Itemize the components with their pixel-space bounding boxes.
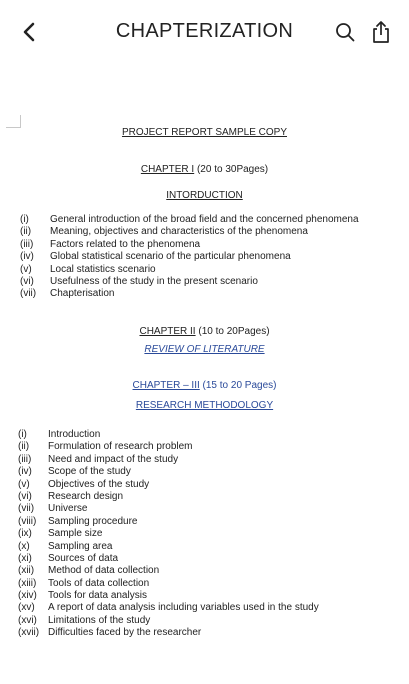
chapter2-pages: (10 to 20Pages): [195, 326, 270, 337]
chapter3-line: [0, 380, 409, 391]
page-title: CHAPTERIZATION: [115, 20, 294, 42]
chapter2-heading: REVIEW OF LITERATURE: [144, 344, 265, 355]
document-page[interactable]: PROJECT REPORT SAMPLE COPY CHAPTER I (20 to 30Pages) INTORDUCTION (i) General introduction of the broad field and the concerned phenomena (ii) Meaning, objectives and characteristics of the phenomena (iii) Factors related to the phenomena (iv) Global statistical scenario of the particular phenomena (v) Local statistics scenario (vi) Usefulness of the study in the present scenario (vii) Chapterisation CHAPTER II (10 to 20Pages) REVIEW OF LITERATURE CHAPTER – III (15 to 20 Pages) RESEARCH METHODOLOGY (i) Introduction (ii) Formulation of research problem (iii) Need and impact of the study (iv) Scope of the study (v) Objectives of the study (vi) Research design (vii) Universe (viii) Sampling procedure (ix) Sample size (x) Sampling area (xi) Sources of data (xii) Method of data collection (xiii) Tools of data collection (xiv) Tools for data analysis (xv) A report of data analysis including variables used in the study (xvi) Limitations of the study (xvii) Difficulties faced by the researcher: [0, 110, 409, 670]
chapter2-label: CHAPTER II: [139, 326, 196, 337]
report-title: PROJECT REPORT SAMPLE COPY: [121, 127, 288, 138]
chapter3-pages: (15 to 20 Pages): [199, 380, 277, 391]
chapter1-line: [0, 164, 409, 175]
app-header: [0, 0, 409, 64]
share-button[interactable]: [369, 19, 393, 45]
search-icon: [335, 22, 355, 42]
chapter1-pages: (20 to 30Pages): [194, 164, 269, 175]
chapter1-heading: INTORDUCTION: [166, 190, 243, 201]
chapter2-line: [0, 326, 409, 337]
chapter3-heading: RESEARCH METHODOLOGY: [135, 400, 274, 411]
chapter1-label: CHAPTER I: [140, 164, 195, 175]
share-icon: [371, 20, 391, 44]
chapter3-label: CHAPTER – III: [132, 380, 200, 391]
search-button[interactable]: [333, 20, 357, 44]
